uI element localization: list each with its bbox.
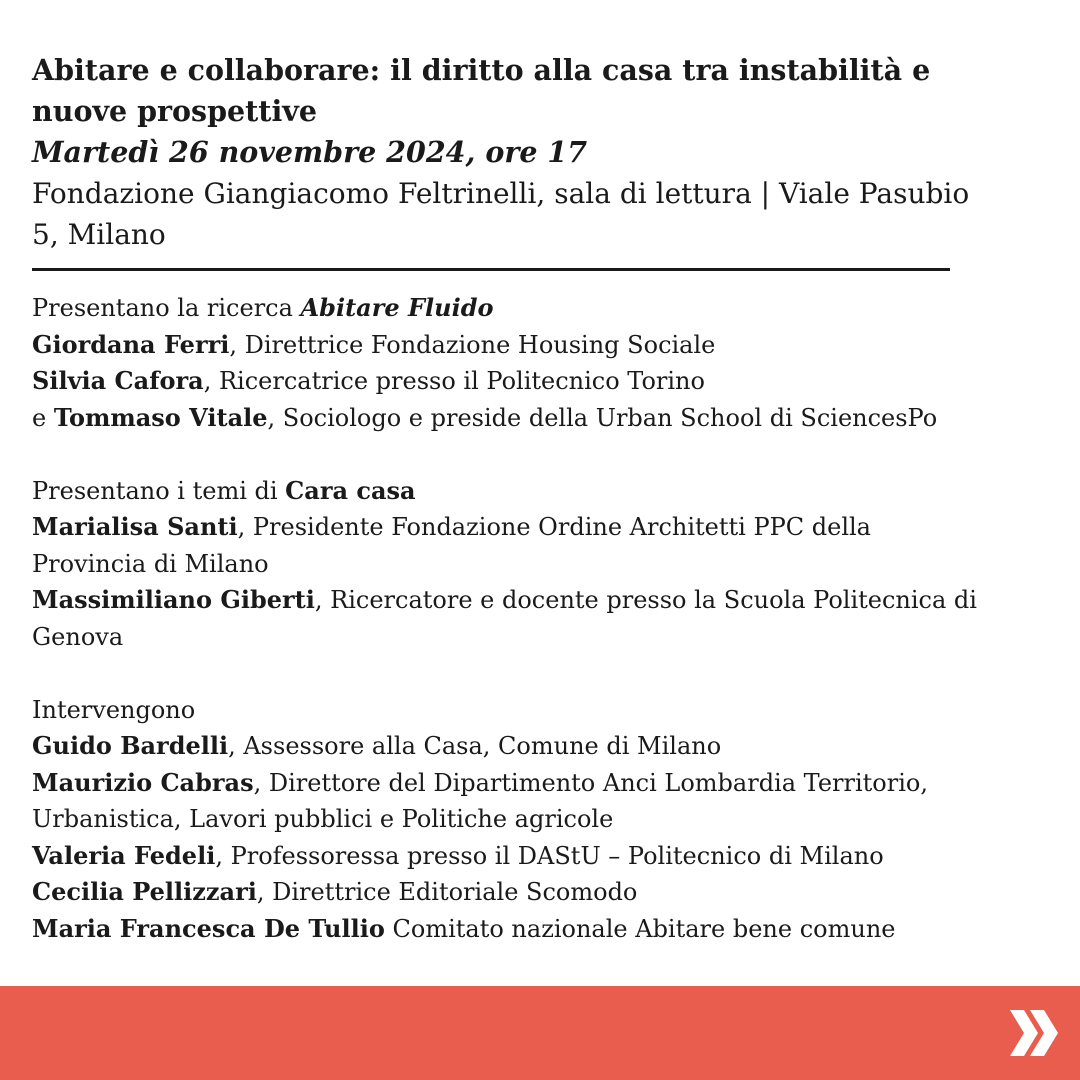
divider xyxy=(32,268,950,271)
speaker-name: Tommaso Vitale xyxy=(53,402,268,432)
double-chevron-right-icon[interactable] xyxy=(1006,1008,1062,1058)
speaker-role: , Presidente Fondazione Ordine Architetti PPC della Provincia di Milano xyxy=(32,513,871,578)
speaker-name: Valeria Fedeli xyxy=(32,840,216,870)
speaker-line xyxy=(32,728,1052,765)
speaker-line: e Tommaso Vitale, Sociologo e preside della Urban School di SciencesPo xyxy=(32,402,938,432)
section-research xyxy=(32,290,1052,436)
speaker-name: Massimiliano Giberti xyxy=(32,585,315,614)
speaker-role: Comitato nazionale Abitare bene comune xyxy=(384,914,896,943)
speaker-role: , Assessore alla Casa, Comune di Milano xyxy=(228,732,722,760)
speaker-line xyxy=(32,838,1052,875)
speaker-name: Cecilia Pellizzari xyxy=(32,877,257,906)
speaker-line xyxy=(32,765,1052,838)
research-title: Abitare Fluido xyxy=(300,293,494,322)
section-intro: Presentano la ricerca Abitare Fluido xyxy=(32,293,494,322)
speaker-line xyxy=(32,363,1052,400)
event-title: Abitare e collaborare: il diritto alla casa tra instabilità e nuove prospettive xyxy=(32,53,931,128)
program xyxy=(32,290,1052,947)
section-themes xyxy=(32,473,1052,656)
event-date: Martedì 26 novembre 2024, ore 17 xyxy=(32,135,588,169)
speaker-role: , Professoressa presso il DAStU – Politecnico di Milano xyxy=(215,841,884,870)
speaker-role: , Ricercatore e docente presso la Scuola Politecnica di Genova xyxy=(32,586,977,651)
section-speakers xyxy=(32,692,1052,948)
speaker-role: , Direttrice Editoriale Scomodo xyxy=(256,878,638,906)
speaker-name: Maurizio Cabras xyxy=(32,767,254,797)
speaker-role: , Ricercatrice presso il Politecnico Torino xyxy=(203,367,705,395)
speaker-line xyxy=(32,874,1052,911)
section-intro: Presentano i temi di Cara casa xyxy=(32,475,416,505)
speaker-name: Guido Bardelli xyxy=(32,731,229,760)
event-venue: Fondazione Giangiacomo Feltrinelli, sala di lettura | Viale Pasubio 5, Milano xyxy=(32,177,970,251)
speaker-role: , Sociologo e preside della Urban School di SciencesPo xyxy=(267,403,938,432)
speaker-line xyxy=(32,582,1052,655)
speaker-line xyxy=(32,509,892,582)
section-intro: Intervengono xyxy=(32,695,196,724)
speaker-name: Giordana Ferri xyxy=(32,329,230,359)
speaker-name: Silvia Cafora xyxy=(32,366,204,395)
speaker-line xyxy=(32,911,1052,948)
footer-bar xyxy=(0,986,1080,1080)
speaker-role: , Direttrice Fondazione Housing Sociale xyxy=(229,330,716,359)
themes-title: Cara casa xyxy=(285,475,416,505)
speaker-name: Maria Francesca De Tullio xyxy=(32,913,385,943)
speaker-name: Marialisa Santi xyxy=(32,512,238,541)
event-card xyxy=(32,50,1052,984)
speaker-role: , Direttore del Dipartimento Anci Lombardia Territorio, Urbanistica, Lavori pubblici e Politiche agricole xyxy=(32,768,928,833)
speaker-line xyxy=(32,327,1052,364)
